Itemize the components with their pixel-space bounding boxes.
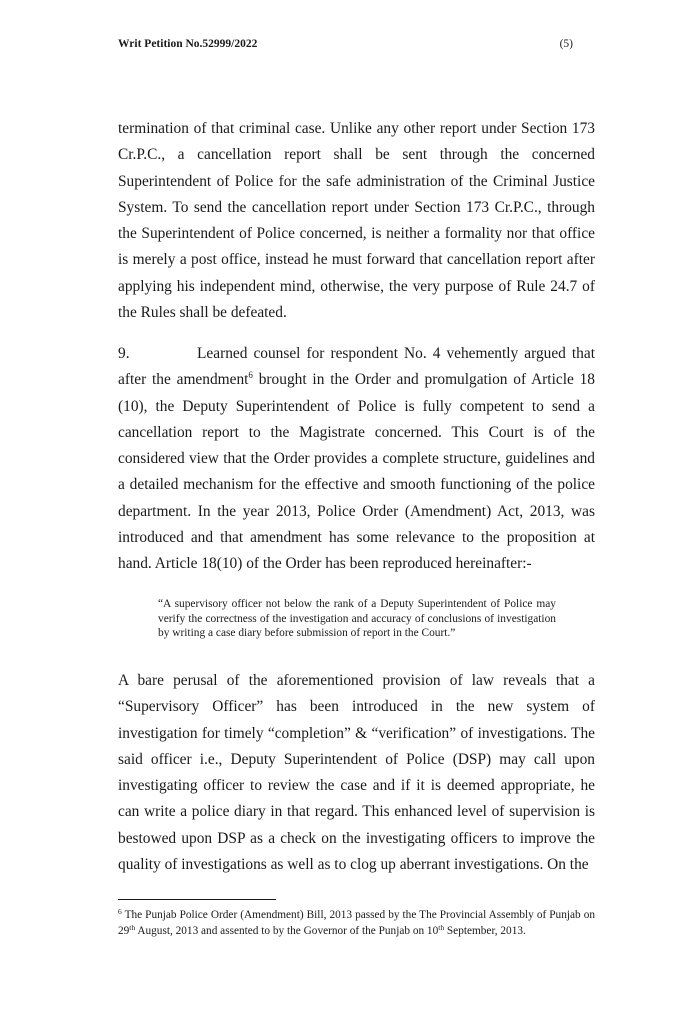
footnote-text-3: September, 2013. [444, 925, 526, 937]
case-title: Writ Petition No.52999/2022 [118, 38, 258, 50]
paragraph-9-text-a: Learned counsel for respondent No. 4 vehemently argued that after the amendment [118, 345, 595, 389]
block-quote-article-18-10: “A supervisory officer not below the rank of a Deputy Superintendent of Police may verify the correctness of the investigation and accuracy of conclusions of investigation by writing a case diary before submission of report in the Court.” [158, 598, 556, 640]
page-header [118, 38, 573, 50]
page-number: (5) [559, 38, 573, 50]
footnote-reference[interactable]: 6 [248, 370, 253, 381]
footnote-ordinal-2: th [438, 923, 445, 932]
paragraph-analysis: A bare perusal of the aforementioned provision of law reveals that a “Supervisory Officer” has been introduced in the new system of investigation for timely “completion” & “verification” of investigations. The said officer i.e., Deputy Superintendent of Police (DSP) may call upon investigating officer to review the case and if it is deemed appropriate, he can write a police diary in that regard. This enhanced level of supervision is bestowed upon DSP as a check on the investigating officers to improve the quality of investigations as well as to clog up aberrant investigations. On the [118, 672, 595, 874]
footnote-text-1: The Punjab Police Order (Amendment) Bill, 2013 passed by the The Provincial Assembly of Punjab on 29 [118, 909, 595, 937]
paragraph-number: 9. [118, 345, 130, 362]
footnote-marker: 6 [118, 907, 122, 916]
paragraph-9 [118, 341, 595, 578]
footnote-separator [118, 899, 276, 900]
paragraph-9-text-b: brought in the Order and promulgation of Article 18 (10), the Deputy Superintendent of Police is fully competent to send a cancellation report to the Magistrate concerned. This Court is of the considered view that the Order provides a complete structure, guidelines and a detailed mechanism for the effective and smooth functioning of the police department. In the year 2013, Police Order (Amendment) Act, 2013, was introduced and that amendment has some relevance to the proposition at hand. Article 18(10) of the Order has been reproduced hereinafter:- [118, 371, 596, 573]
footnote-6 [118, 907, 595, 939]
footnote-text-2: August, 2013 and assented to by the Governor of the Punjab on 10 [135, 925, 439, 937]
footnote-ordinal-1: th [129, 923, 136, 932]
paragraph-continued: termination of that criminal case. Unlike any other report under Section 173 Cr.P.C., a cancellation report shall be sent through the concerned Superintendent of Police for the safe administration of the Criminal Justice System. To send the cancellation report under Section 173 Cr.P.C., through the Superintendent of Police concerned, is neither a formality nor that office is merely a post office, instead he must forward that cancellation report after applying his independent mind, otherwise, the very purpose of Rule 24.7 of the Rules shall be defeated. [118, 120, 595, 322]
